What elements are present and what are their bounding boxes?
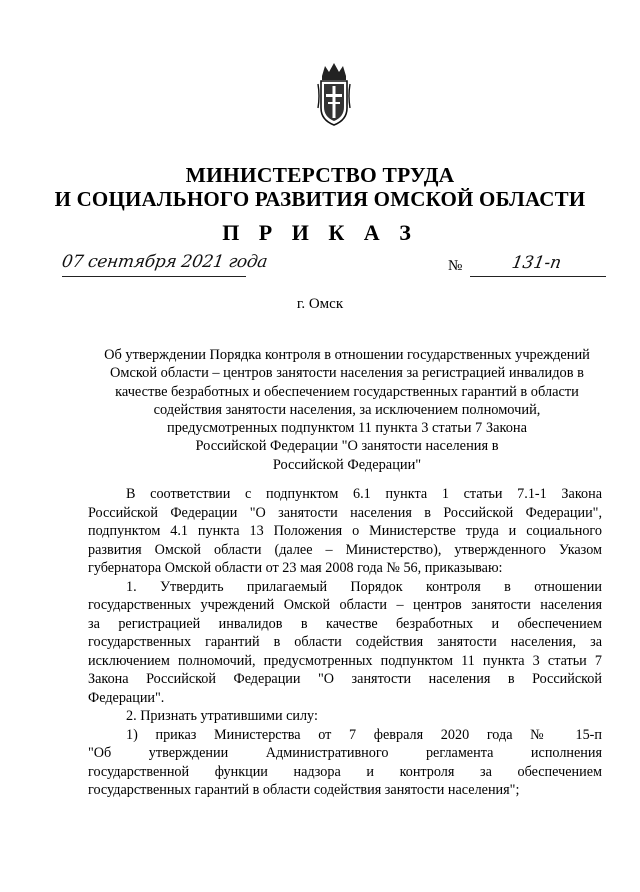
body-line: губернатора Омской области от 23 мая 2008 года № 56, приказываю: [88, 560, 503, 576]
body-line: развития Омской области (далее – Министерство), утвержденного Указом [88, 541, 602, 558]
ministry-name-line-2: И СОЦИАЛЬНОГО РАЗВИТИЯ ОМСКОЙ ОБЛАСТИ [54, 187, 586, 211]
body-line: 2. Признать утратившими силу: [126, 708, 318, 724]
body-line: государственных гарантий в области содействия занятости населения"; [88, 782, 520, 798]
body-line: В соответствии с подпунктом 6.1 пункта 1 статьи 7.1-1 Закона [126, 486, 602, 502]
subject-line: Омской области – центров занятости населения за регистрацией инвалидов в [110, 365, 584, 382]
order-body [88, 485, 602, 800]
body-line: подпунктом 4.1 пункта 13 Положения о Министерстве труда и социального [88, 523, 602, 539]
body-line: 1) приказ Министерства от 7 февраля 2020 года № 15-п [126, 726, 602, 743]
body-line: Закона Российской Федерации "О занятости населения в Российской [88, 671, 602, 687]
subject-line: Российской Федерации" [272, 456, 422, 473]
document-type-title: П Р И К А З [222, 220, 418, 245]
city-name: г. Омск [296, 296, 344, 312]
body-line: государственных учреждений Омской области – центров занятости населения [88, 597, 602, 613]
number-underline [470, 276, 606, 277]
body-line: Федерации". [88, 689, 165, 706]
order-date-handwritten: 07 сентября 2021 года [60, 252, 269, 272]
order-subject [88, 346, 606, 474]
order-number-handwritten: 131-п [510, 253, 563, 273]
body-line: государственных гарантий в области содействия занятости населения, за [88, 634, 602, 650]
subject-line: содействия занятости населения, за исключением полномочий, [153, 401, 541, 418]
order-number-sign: № [448, 258, 463, 274]
body-line: 1. Утвердить прилагаемый Порядок контроля в отношении [126, 578, 602, 595]
body-line: Российской Федерации "О занятости населения в Российской Федерации", [88, 504, 602, 521]
body-line: за регистрацией инвалидов в качестве безработных и обеспечением [88, 615, 602, 632]
body-line: государственной функции надзора и контроля за обеспечением [88, 763, 602, 780]
omsk-coat-of-arms-icon [317, 62, 351, 126]
subject-line: качестве безработных и обеспечением государственных гарантий в области [115, 383, 579, 400]
body-line: исключением полномочий, предусмотренных подпунктом 11 пункта 3 статьи 7 [88, 652, 602, 669]
subject-line: Об утверждении Порядка контроля в отношении государственных учреждений [104, 347, 590, 363]
subject-line: Российской Федерации "О занятости населения в [195, 438, 499, 455]
subject-line: предусмотренных подпунктом 11 пункта 3 статьи 7 Закона [167, 420, 527, 437]
body-line: "Об утверждении Административного регламента исполнения [88, 745, 602, 761]
ministry-name-line-1: МИНИСТЕРСТВО ТРУДА [185, 163, 455, 187]
date-underline [62, 276, 246, 277]
